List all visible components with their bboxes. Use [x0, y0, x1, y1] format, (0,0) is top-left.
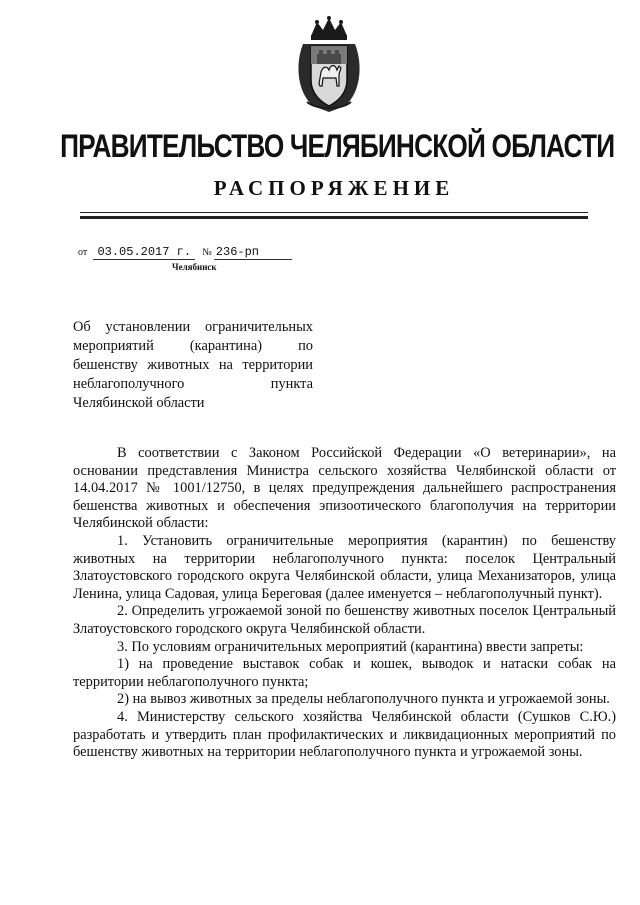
document-type: РАСПОРЯЖЕНИЕ [213, 176, 455, 200]
date-prefix-label: от [78, 247, 88, 258]
document-meta [78, 244, 292, 260]
document-number: 236-рп [214, 245, 292, 260]
coat-of-arms-icon [293, 14, 365, 114]
body-paragraph: 2. Определить угрожаемой зоной по бешенству животных поселок Центральный Златоустовского городского округа Челябинской области. [73, 603, 616, 637]
document-date: 03.05.2017 г. [93, 245, 195, 260]
government-title: ПРАВИТЕЛЬСТВО ЧЕЛЯБИНСКОЙ ОБЛАСТИ [60, 128, 615, 164]
number-prefix-label: № [202, 247, 212, 258]
document-city: Челябинск [172, 262, 217, 272]
header-divider-thick [80, 216, 588, 219]
body-paragraph: 1) на проведение выставок собак и кошек, выводок и натаски собак на территории неблагополучного пункта; [73, 656, 616, 690]
document-subject: Об установлении ограничительных мероприятий (карантина) по бешенству животных на территории неблагополучного пункта Челябинской области [73, 319, 313, 411]
body-paragraph: 1. Установить ограничительные мероприятия (карантин) по бешенству животных на территории неблагополучного пункта: поселок Центральный Златоустовского городского округа Челябинской области, улица Механизаторов, улица Ленина, улица Садовая, улица Береговая (далее именуется – неблагополучный пункт). [73, 532, 616, 602]
body-paragraph: 2) на вывоз животных за пределы неблагополучного пункта и угрожаемой зоны. [117, 691, 610, 708]
body-paragraph: 3. По условиям ограничительных мероприятий (карантина) ввести запреты: [117, 638, 584, 655]
body-paragraph: В соответствии с Законом Российской Федерации «О ветеринарии», на основании представления Министра сельского хозяйства Челябинской области от 14.04.2017 № 1001/12750, в целях предупреждения дальнейшего распространения бешенства животных и обеспечения эпизоотического благополучия на территории Челябинской области: [73, 445, 616, 532]
document-body [73, 445, 616, 762]
body-paragraph: 4. Министерству сельского хозяйства Челябинской области (Сушков С.Ю.) разработать и утвердить план профилактических и ликвидационных мероприятий по бешенству животных на территории неблагополучного пункта и угрожаемой зоны. [73, 708, 616, 761]
header-divider-thin [80, 212, 588, 213]
